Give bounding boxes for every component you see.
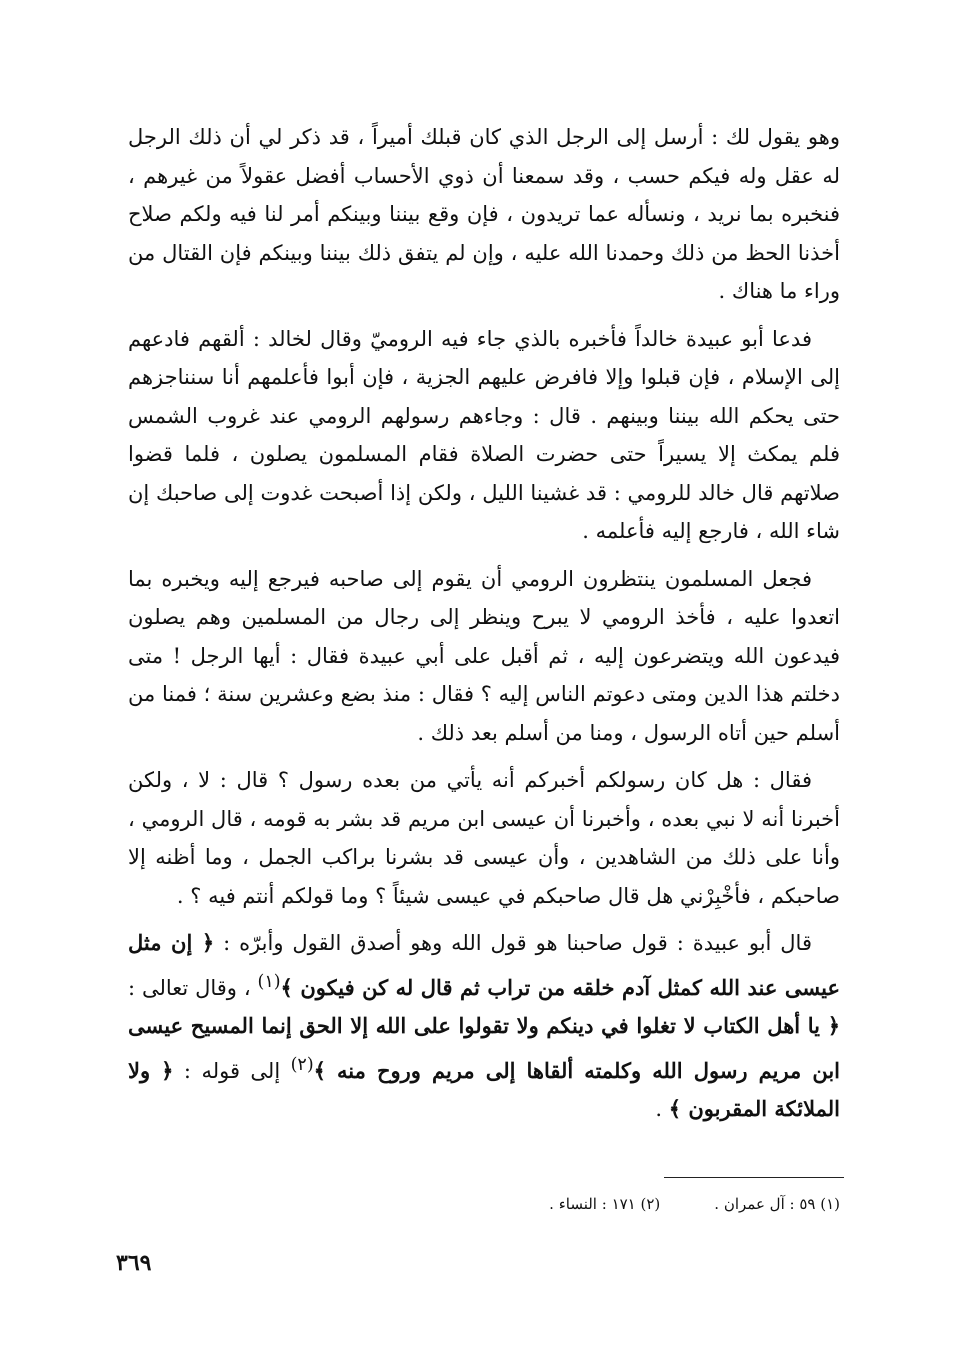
page-number: ٣٦٩ [116, 1250, 152, 1276]
main-text [128, 118, 840, 1129]
paragraph-1: وهو يقول لك : أرسل إلى الرجل الذي كان قبلك أميراً ، قد ذكر لي أن ذلك الرجل له عقل وله فيكم حسب ، وقد سمعنا أن ذوي الأحساب أفضل عقولاً من غيرهم ، فنخبره بما نريد ، ونسأله عما تريدون ، فإن وقع بيننا وبينكم أمر لنا فيه ولكم صلاح أخذنا الحظ من ذلك وحمدنا الله عليه ، وإن لم يتفق ذلك بيننا وبينكم فإن القتال من وراء ما هناك . [128, 125, 840, 303]
footnote-ref-1: (١) [257, 971, 281, 992]
paragraph-5-text-2: ، وقال تعالى : [128, 975, 258, 1000]
footnote-2: (٢) ١٧١ : النساء . [549, 1195, 661, 1213]
paragraph-2: فدعا أبو عبيدة خالداً فأخبره بالذي جاء فيه الروميّ وقال لخالد : ألقهم فادعهم إلى الإسلام ، فإن قبلوا وإلا فافرض عليهم الجزية ، فإن أبوا فأعلمهم أنا سنناجزهم حتى يحكم الله بيننا وبينهم . قال : وجاءهم رسولهم الرومي عند غروب الشمس فلم يمكث إلا يسيراً حتى حضرت الصلاة فقام المسلمون يصلون ، فلما قضوا صلاتهم قال خالد للرومي : قد غشينا الليل ، ولكن إذا أصبحت غدوت إلى صاحبك إن شاء الله ، فارجع إليه فأعلمه . [128, 326, 840, 543]
footnotes [549, 1193, 840, 1215]
footnote-1: (١) ٥٩ : آل عمران . [714, 1195, 840, 1213]
paragraph-5-text-4: . [655, 1097, 669, 1121]
paragraph-3: فجعل المسلمون ينتظرون الرومي أن يقوم إلى صاحبه فيرجع إليه ويخبره بما اتعدوا عليه ، فأخذ الرومي لا يبرح وينظر إلى رجال من المسلمين وهم يصلون فيدعون الله ويتضرعون إليه ، ثم أقبل على أبي عبيدة فقال : أيها الرجل ! متى دخلتم هذا الدين ومتى دعوتم الناس إليه ؟ فقال : منذ بضع وعشرين سنة ؛ فمنا من أسلم حين أتاه الرسول ، ومنا من أسلم بعد ذلك . [128, 566, 840, 745]
footnote-divider [664, 1177, 844, 1178]
quran-quote-2: ﴿ يا أهل الكتاب لا تغلوا في دينكم ولا تقولوا على الله إلا الحق إنما المسيح عيسى ابن مريم رسول الله وكلمته ألقاها إلى مريم وروح منه ﴾ [128, 1013, 841, 1083]
quran-quote-3: ﴿ ولا الملائكة المقربون ﴾ [128, 1057, 840, 1121]
paragraph-4: فقال : هل كان رسولكم أخبركم أنه يأتي من بعده رسول ؟ قال : لا ، ولكن أخبرنا أنه لا نبي بعده ، وأخبرنا أن عيسى ابن مريم قد بشر به قومه ، قال الرومي ، وأنا على ذلك من الشاهدين ، وأن عيسى قد بشرنا براكب الجمل ، وما أظنه إلا صاحبكم ، فأخْبِرْني هل قال صاحبكم في عيسى شيئاً ؟ وما قولكم أنتم فيه ؟ . [128, 768, 840, 908]
paragraph-5-text-1: قال أبو عبيدة : قول صاحبنا هو قول الله وهو أصدق القول وأبرّه : [214, 931, 812, 955]
paragraph-5-text-3: إلى قوله : [173, 1058, 291, 1083]
paragraph-5 [128, 924, 840, 1129]
quran-quote-1: ﴿ إن مثل عيسى عند الله كمثل آدم خلقه من تراب ثم قال له كن فيكون ﴾ [128, 930, 841, 1000]
footnote-ref-2: (٢) [290, 1054, 314, 1075]
